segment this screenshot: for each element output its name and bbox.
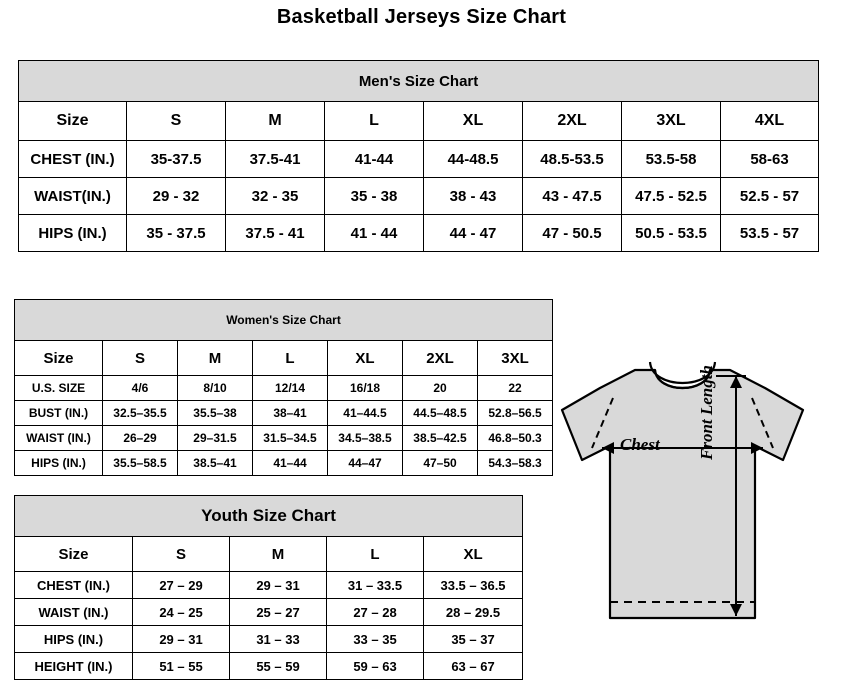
front-length-measure-label: Front Length [697,365,716,460]
column-header-2xl: 2XL [523,102,622,141]
cell-bust-s: 32.5–35.5 [103,401,178,426]
cell-hips-s: 29 – 31 [133,626,230,653]
cell-hips-s: 35.5–58.5 [103,451,178,476]
cell-hips-2xl: 47–50 [403,451,478,476]
column-header-s: S [127,102,226,141]
table-header-row [19,102,819,141]
cell-bust-2xl: 44.5–48.5 [403,401,478,426]
cell-chest-s: 27 – 29 [133,572,230,599]
cell-hips-m: 38.5–41 [178,451,253,476]
cell-hips-l: 41 - 44 [325,215,424,252]
mens-size-chart-table [18,60,819,252]
row-label-hips: HIPS (IN.) [19,215,127,252]
table-caption-row [19,61,819,102]
row-label-waist: WAIST (IN.) [15,426,103,451]
table-row [15,653,523,680]
cell-chest-s: 35-37.5 [127,141,226,178]
cell-hips-4xl: 53.5 - 57 [721,215,819,252]
cell-height-l: 59 – 63 [327,653,424,680]
cell-hips-m: 31 – 33 [230,626,327,653]
table-row [15,572,523,599]
table-row [15,426,553,451]
cell-ussize-2xl: 20 [403,376,478,401]
cell-hips-3xl: 50.5 - 53.5 [622,215,721,252]
table-row [19,215,819,252]
jersey-illustration-icon [540,340,840,660]
row-label-chest: CHEST (IN.) [15,572,133,599]
table-row [15,451,553,476]
table-row [19,141,819,178]
cell-bust-xl: 41–44.5 [328,401,403,426]
row-label-waist: WAIST (IN.) [15,599,133,626]
page-title: Basketball Jerseys Size Chart [276,6,567,28]
cell-waist-xl: 28 – 29.5 [424,599,523,626]
column-header-size: Size [15,537,133,572]
mens-chart-caption: Men's Size Chart [19,61,819,102]
cell-height-xl: 63 – 67 [424,653,523,680]
table-row [15,599,523,626]
column-header-l: L [253,341,328,376]
cell-bust-m: 35.5–38 [178,401,253,426]
cell-waist-l: 27 – 28 [327,599,424,626]
column-header-l: L [327,537,424,572]
cell-waist-4xl: 52.5 - 57 [721,178,819,215]
column-header-xl: XL [424,102,523,141]
column-header-4xl: 4XL [721,102,819,141]
cell-bust-l: 38–41 [253,401,328,426]
womens-chart-caption: Women's Size Chart [15,300,553,341]
cell-ussize-s: 4/6 [103,376,178,401]
column-header-m: M [226,102,325,141]
cell-ussize-m: 8/10 [178,376,253,401]
cell-height-s: 51 – 55 [133,653,230,680]
cell-waist-xl: 38 - 43 [424,178,523,215]
table-row [15,401,553,426]
womens-size-chart-table [14,299,553,476]
cell-hips-s: 35 - 37.5 [127,215,226,252]
column-header-xl: XL [424,537,523,572]
cell-hips-l: 33 – 35 [327,626,424,653]
cell-hips-xl: 35 – 37 [424,626,523,653]
table-header-row [15,537,523,572]
cell-chest-3xl: 53.5-58 [622,141,721,178]
cell-ussize-l: 12/14 [253,376,328,401]
cell-waist-m: 25 – 27 [230,599,327,626]
cell-waist-s: 29 - 32 [127,178,226,215]
row-label-height: HEIGHT (IN.) [15,653,133,680]
cell-chest-m: 37.5-41 [226,141,325,178]
cell-chest-4xl: 58-63 [721,141,819,178]
column-header-size: Size [19,102,127,141]
cell-chest-m: 29 – 31 [230,572,327,599]
column-header-3xl: 3XL [478,341,553,376]
row-label-chest: CHEST (IN.) [19,141,127,178]
cell-waist-3xl: 46.8–50.3 [478,426,553,451]
column-header-size: Size [15,341,103,376]
cell-chest-xl: 44-48.5 [424,141,523,178]
cell-hips-m: 37.5 - 41 [226,215,325,252]
cell-chest-2xl: 48.5-53.5 [523,141,622,178]
cell-hips-3xl: 54.3–58.3 [478,451,553,476]
cell-bust-3xl: 52.8–56.5 [478,401,553,426]
cell-hips-l: 41–44 [253,451,328,476]
column-header-xl: XL [328,341,403,376]
table-caption-row [15,496,523,537]
cell-waist-l: 31.5–34.5 [253,426,328,451]
cell-waist-m: 32 - 35 [226,178,325,215]
column-header-s: S [133,537,230,572]
cell-hips-xl: 44–47 [328,451,403,476]
chest-measure-label: Chest [620,435,660,454]
row-label-hips: HIPS (IN.) [15,626,133,653]
cell-waist-2xl: 43 - 47.5 [523,178,622,215]
row-label-waist: WAIST(IN.) [19,178,127,215]
table-caption-row [15,300,553,341]
cell-chest-l: 41-44 [325,141,424,178]
cell-waist-l: 35 - 38 [325,178,424,215]
column-header-2xl: 2XL [403,341,478,376]
cell-waist-xl: 34.5–38.5 [328,426,403,451]
column-header-l: L [325,102,424,141]
table-row [15,626,523,653]
cell-ussize-xl: 16/18 [328,376,403,401]
cell-chest-xl: 33.5 – 36.5 [424,572,523,599]
table-row [19,178,819,215]
jersey-measurement-diagram [540,340,840,660]
column-header-3xl: 3XL [622,102,721,141]
cell-waist-2xl: 38.5–42.5 [403,426,478,451]
cell-waist-s: 26–29 [103,426,178,451]
youth-chart-caption: Youth Size Chart [15,496,523,537]
column-header-m: M [230,537,327,572]
cell-waist-s: 24 – 25 [133,599,230,626]
column-header-m: M [178,341,253,376]
cell-hips-xl: 44 - 47 [424,215,523,252]
cell-waist-3xl: 47.5 - 52.5 [622,178,721,215]
column-header-s: S [103,341,178,376]
table-row [15,376,553,401]
cell-chest-l: 31 – 33.5 [327,572,424,599]
cell-height-m: 55 – 59 [230,653,327,680]
cell-waist-m: 29–31.5 [178,426,253,451]
cell-ussize-3xl: 22 [478,376,553,401]
row-label-hips: HIPS (IN.) [15,451,103,476]
cell-hips-2xl: 47 - 50.5 [523,215,622,252]
youth-size-chart-table [14,495,523,680]
row-label-us-size: U.S. SIZE [15,376,103,401]
row-label-bust: BUST (IN.) [15,401,103,426]
table-header-row [15,341,553,376]
